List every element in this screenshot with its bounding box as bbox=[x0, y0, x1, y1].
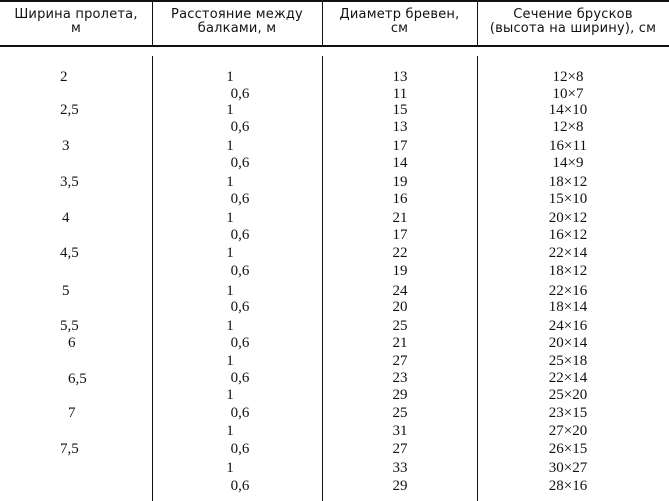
header-bottom-rule bbox=[0, 45, 669, 47]
header-bar-section: Сечение брусков (высота на ширину), см bbox=[489, 7, 657, 36]
table-cell-beam-spacing: 1 bbox=[226, 318, 234, 334]
table-cell-log-diameter: 29 bbox=[392, 387, 408, 403]
header-log-diameter: Диаметр бревен, см bbox=[339, 7, 460, 36]
table-cell-beam-spacing: 1 bbox=[226, 387, 234, 403]
table-cell-beam-spacing: 0,6 bbox=[230, 263, 250, 279]
table-cell-span-width: 3,5 bbox=[60, 174, 79, 190]
table-cell-bar-section: 30×27 bbox=[548, 460, 588, 476]
table-cell-log-diameter: 17 bbox=[392, 138, 408, 154]
table-cell-beam-spacing: 0,6 bbox=[230, 405, 250, 421]
table-cell-log-diameter: 31 bbox=[392, 423, 408, 439]
col-divider-2 bbox=[322, 56, 323, 501]
table-cell-bar-section: 25×20 bbox=[548, 387, 588, 403]
table-cell-bar-section: 20×14 bbox=[548, 335, 588, 351]
table-cell-beam-spacing: 0,6 bbox=[230, 478, 250, 494]
table-cell-log-diameter: 16 bbox=[392, 191, 408, 207]
table-cell-bar-section: 24×16 bbox=[548, 318, 588, 334]
table-cell-log-diameter: 23 bbox=[392, 370, 408, 386]
table-cell-beam-spacing: 0,6 bbox=[230, 119, 250, 135]
table-cell-span-width: 5,5 bbox=[60, 318, 79, 334]
table-cell-span-width: 3 bbox=[62, 138, 70, 154]
table-cell-bar-section: 12×8 bbox=[552, 119, 584, 135]
table-cell-log-diameter: 25 bbox=[392, 405, 408, 421]
table-cell-log-diameter: 19 bbox=[392, 263, 408, 279]
table-cell-beam-spacing: 0,6 bbox=[230, 86, 250, 102]
table-cell-span-width: 2 bbox=[60, 69, 68, 85]
table-cell-bar-section: 16×11 bbox=[549, 138, 587, 154]
table-cell-log-diameter: 27 bbox=[392, 353, 408, 369]
table-cell-log-diameter: 17 bbox=[392, 227, 408, 243]
table-cell-beam-spacing: 1 bbox=[226, 69, 234, 85]
table-cell-beam-spacing: 1 bbox=[226, 210, 234, 226]
table-cell-log-diameter: 11 bbox=[392, 86, 408, 102]
table-cell-log-diameter: 13 bbox=[392, 69, 408, 85]
table-cell-bar-section: 18×14 bbox=[548, 299, 588, 315]
table-cell-bar-section: 14×9 bbox=[552, 155, 584, 171]
table-cell-bar-section: 23×15 bbox=[548, 405, 588, 421]
header-beam-spacing: Расстояние между балками, м bbox=[171, 7, 303, 36]
table-cell-beam-spacing: 0,6 bbox=[230, 191, 250, 207]
table-cell-span-width: 5 bbox=[62, 283, 70, 299]
table-cell-log-diameter: 21 bbox=[392, 210, 408, 226]
table-cell-bar-section: 22×16 bbox=[548, 283, 588, 299]
table-cell-beam-spacing: 1 bbox=[226, 283, 234, 299]
table-top-rule bbox=[0, 0, 669, 2]
table-cell-span-width: 7,5 bbox=[60, 441, 79, 457]
col-divider-1 bbox=[152, 56, 153, 501]
table-cell-bar-section: 15×10 bbox=[548, 191, 588, 207]
table-cell-beam-spacing: 0,6 bbox=[230, 227, 250, 243]
table-cell-log-diameter: 21 bbox=[392, 335, 408, 351]
table-cell-bar-section: 10×7 bbox=[552, 86, 584, 102]
table-cell-log-diameter: 20 bbox=[392, 299, 408, 315]
table-cell-beam-spacing: 0,6 bbox=[230, 299, 250, 315]
table-cell-beam-spacing: 0,6 bbox=[230, 335, 250, 351]
table-cell-span-width: 7 bbox=[68, 405, 76, 421]
table-cell-span-width: 2,5 bbox=[60, 102, 79, 118]
table-cell-bar-section: 16×12 bbox=[548, 227, 588, 243]
table-cell-log-diameter: 33 bbox=[392, 460, 408, 476]
table-cell-beam-spacing: 1 bbox=[226, 423, 234, 439]
table-cell-bar-section: 25×18 bbox=[548, 353, 588, 369]
table-cell-span-width: 6 bbox=[68, 335, 76, 351]
table-cell-bar-section: 22×14 bbox=[548, 370, 588, 386]
table-cell-beam-spacing: 1 bbox=[226, 460, 234, 476]
table-cell-bar-section: 18×12 bbox=[548, 263, 588, 279]
table-cell-beam-spacing: 1 bbox=[226, 102, 234, 118]
table-cell-bar-section: 22×14 bbox=[548, 245, 588, 261]
table-cell-bar-section: 27×20 bbox=[548, 423, 588, 439]
table-cell-beam-spacing: 1 bbox=[226, 174, 234, 190]
table-cell-log-diameter: 22 bbox=[392, 245, 408, 261]
table-cell-beam-spacing: 1 bbox=[226, 353, 234, 369]
table-cell-log-diameter: 27 bbox=[392, 441, 408, 457]
table-cell-beam-spacing: 0,6 bbox=[230, 155, 250, 171]
table-cell-beam-spacing: 1 bbox=[226, 245, 234, 261]
col-divider-3 bbox=[477, 56, 478, 501]
table-cell-bar-section: 28×16 bbox=[548, 478, 588, 494]
table-cell-span-width: 4,5 bbox=[60, 245, 79, 261]
table-cell-log-diameter: 14 bbox=[392, 155, 408, 171]
table-cell-log-diameter: 13 bbox=[392, 119, 408, 135]
table-cell-bar-section: 20×12 bbox=[548, 210, 588, 226]
table-cell-bar-section: 12×8 bbox=[552, 69, 584, 85]
table-cell-log-diameter: 29 bbox=[392, 478, 408, 494]
table-cell-bar-section: 18×12 bbox=[548, 174, 588, 190]
table-cell-log-diameter: 25 bbox=[392, 318, 408, 334]
table-cell-log-diameter: 15 bbox=[392, 102, 408, 118]
table-cell-beam-spacing: 0,6 bbox=[230, 370, 250, 386]
table-cell-span-width: 4 bbox=[62, 210, 70, 226]
table-cell-span-width: 6,5 bbox=[68, 371, 87, 387]
table-cell-log-diameter: 24 bbox=[392, 283, 408, 299]
table-cell-beam-spacing: 0,6 bbox=[230, 441, 250, 457]
table-cell-log-diameter: 19 bbox=[392, 174, 408, 190]
table-cell-beam-spacing: 1 bbox=[226, 138, 234, 154]
table-cell-bar-section: 26×15 bbox=[548, 441, 588, 457]
header-span-width: Ширина пролета, м bbox=[14, 7, 138, 36]
table-cell-bar-section: 14×10 bbox=[548, 102, 588, 118]
